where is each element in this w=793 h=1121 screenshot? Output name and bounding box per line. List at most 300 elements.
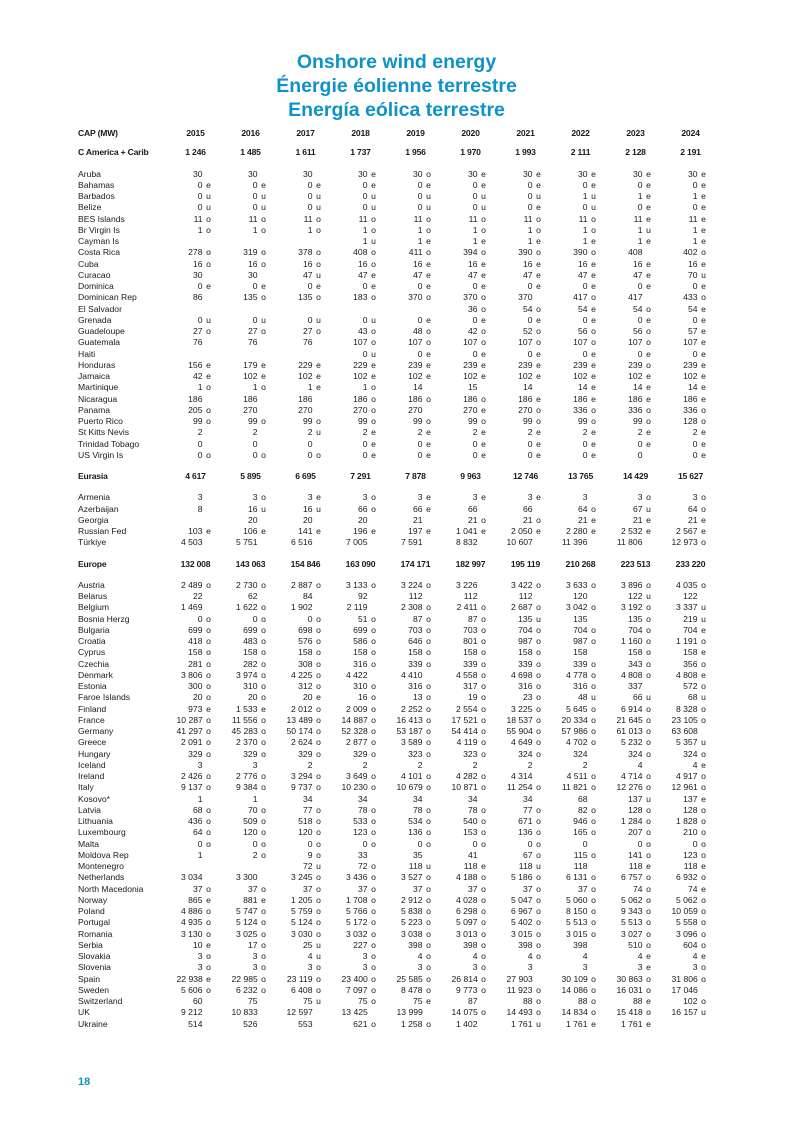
cell-flag: o [646, 917, 651, 928]
value-cell [663, 169, 718, 180]
value-cell [278, 236, 333, 247]
value-cell [498, 580, 553, 591]
cell-flag: o [206, 737, 211, 748]
value-cell [498, 427, 553, 438]
value-cell [333, 492, 388, 503]
value-cell [333, 591, 388, 602]
value-cell [608, 692, 663, 703]
cell-flag: o [701, 771, 706, 781]
value-cell [388, 515, 443, 526]
cell-value: 4 808 [675, 669, 698, 680]
cell-value: 0 [472, 348, 478, 359]
cell-flag: e [536, 202, 541, 213]
cell-flag: o [371, 492, 376, 503]
value-cell [333, 292, 388, 303]
value-cell [663, 850, 718, 861]
cell-flag: o [316, 681, 321, 691]
cell-value: 47 [632, 269, 643, 280]
value-cell [553, 337, 608, 348]
value-cell [608, 326, 663, 337]
cell-value: 408 [628, 247, 643, 258]
value-cell [168, 636, 223, 647]
value-cell [278, 760, 333, 771]
cell-flag: e [701, 382, 706, 393]
cell-value: 0 [197, 202, 203, 213]
value-cell [388, 427, 443, 438]
cell-value: 270 [518, 404, 533, 415]
cell-flag: e [646, 962, 651, 973]
value-cell [663, 794, 718, 805]
cell-flag: e [481, 236, 486, 246]
cell-value: 76 [247, 337, 258, 348]
cell-flag: e [646, 281, 651, 291]
spacer-row [78, 549, 718, 559]
cell-value: 11 396 [561, 537, 588, 548]
value-cell [663, 659, 718, 670]
cell-flag: o [591, 737, 596, 748]
cell-flag: o [591, 213, 596, 224]
cell-value: 0 [362, 179, 368, 190]
group-total-row [78, 471, 718, 482]
cell-value: 75 [302, 996, 313, 1006]
cell-flag: o [536, 872, 541, 883]
cell-value: 8 150 [565, 906, 588, 916]
value-cell [168, 504, 223, 515]
cell-value: 671 [518, 816, 533, 826]
cell-flag: e [371, 438, 376, 449]
cell-value: 12 973 [671, 537, 698, 548]
value-cell [498, 492, 553, 503]
value-cell [498, 349, 553, 360]
cell-value: 4 119 [456, 737, 478, 748]
cell-value: 418 [188, 636, 203, 646]
cell-value: 107 [573, 337, 588, 348]
group-total: 154 846 [290, 558, 321, 569]
value-cell [168, 917, 223, 928]
cell-value: 3 224 [400, 579, 423, 590]
cell-value: 0 [362, 838, 368, 849]
cell-flag: o [481, 748, 486, 759]
cell-value: 0 [527, 838, 533, 849]
value-cell [608, 1019, 663, 1030]
cell-value: 18 537 [506, 714, 533, 725]
cell-value: 3 [252, 492, 258, 503]
cell-value: 26 814 [451, 973, 478, 984]
value-cell [608, 760, 663, 771]
cell-value: 586 [353, 636, 368, 646]
value-cell [663, 816, 718, 827]
value-cell [223, 872, 278, 883]
cell-flag: u [591, 191, 596, 201]
cell-flag: e [591, 438, 596, 449]
cell-flag: e [261, 371, 266, 381]
value-cell [498, 270, 553, 281]
cell-flag: o [481, 771, 486, 781]
cell-value: 2 [527, 427, 533, 438]
cell-flag: o [426, 703, 431, 714]
cell-value: 0 [692, 838, 698, 849]
cell-value: 0 [582, 449, 588, 460]
value-cell [278, 996, 333, 1007]
cell-value: 2 308 [400, 602, 423, 613]
cell-flag: u [701, 602, 706, 613]
cell-flag: e [536, 314, 541, 325]
cell-flag: o [426, 416, 431, 426]
value-cell [553, 1007, 608, 1018]
cell-value: 5 513 [565, 917, 588, 928]
cell-value: 4 917 [675, 771, 698, 781]
cell-flag: e [646, 258, 651, 269]
cell-flag: o [591, 602, 596, 613]
value-cell [498, 625, 553, 636]
cell-value: 0 [252, 314, 258, 325]
cell-flag: e [701, 951, 706, 961]
cell-value: 11 [688, 213, 698, 224]
cell-value: 54 [687, 303, 698, 314]
cell-value: 102 [518, 371, 533, 381]
cell-flag: e [701, 883, 706, 894]
cell-value: 8 328 [675, 703, 698, 714]
value-cell [278, 737, 333, 748]
value-cell [608, 929, 663, 940]
table-row [78, 180, 718, 191]
group-total: 6 695 [295, 471, 316, 481]
value-cell [168, 315, 223, 326]
cell-flag: e [426, 503, 431, 514]
cell-value: 23 105 [671, 714, 698, 725]
country-name: Iceland [78, 759, 106, 770]
value-cell [223, 681, 278, 692]
value-cell [278, 304, 333, 315]
cell-value: 0 [197, 438, 203, 449]
value-cell [553, 281, 608, 292]
cell-value: 0 [362, 314, 368, 325]
cell-flag: o [426, 894, 431, 905]
cell-flag: o [536, 906, 541, 916]
cell-flag: u [536, 613, 541, 624]
value-cell [608, 450, 663, 461]
cell-value: 64 [577, 503, 588, 514]
cell-value: 534 [408, 816, 423, 826]
cell-value: 9 737 [290, 782, 313, 793]
cell-flag: e [481, 179, 486, 190]
cell-flag: o [261, 984, 266, 995]
value-cell [333, 214, 388, 225]
cell-flag: e [316, 281, 321, 291]
cell-value: 1 622 [235, 602, 258, 613]
cell-flag: o [536, 782, 541, 793]
group-total: 1 993 [515, 147, 536, 158]
cell-flag: o [371, 804, 376, 815]
country-name: Luxembourg [78, 827, 126, 838]
value-cell [553, 427, 608, 438]
cell-value: 1 [582, 191, 588, 201]
cell-flag: e [261, 359, 266, 370]
cell-flag: e [316, 179, 321, 190]
cell-value: 0 [417, 838, 423, 849]
cell-value: 973 [188, 703, 203, 714]
value-cell [608, 504, 663, 515]
value-cell [553, 906, 608, 917]
value-cell [278, 749, 333, 760]
value-cell [223, 492, 278, 503]
cell-value: 576 [298, 636, 313, 646]
value-cell [333, 416, 388, 427]
value-cell [168, 337, 223, 348]
value-cell [278, 382, 333, 393]
cell-value: 186 [628, 393, 643, 404]
country-name: El Salvador [78, 303, 122, 314]
cell-flag: o [316, 849, 321, 860]
cell-value: 0 [417, 179, 423, 190]
cell-flag: e [261, 894, 266, 905]
value-cell [223, 906, 278, 917]
cell-value: 704 [628, 624, 643, 635]
cell-value: 2 426 [180, 771, 203, 781]
cell-flag: o [646, 939, 651, 950]
value-cell [223, 771, 278, 782]
value-cell [223, 515, 278, 526]
cell-flag: o [481, 602, 486, 613]
value-cell [388, 872, 443, 883]
cell-value: 316 [353, 658, 368, 669]
cell-flag: o [371, 579, 376, 590]
cell-value: 37 [302, 883, 313, 894]
table-row [78, 371, 718, 382]
cell-value: 128 [683, 416, 698, 426]
cell-value: 186 [353, 393, 368, 404]
cell-value: 30 [577, 168, 588, 179]
cell-value: 158 [573, 647, 588, 658]
value-cell [333, 337, 388, 348]
cell-flag: o [536, 748, 541, 759]
table-row [78, 827, 718, 838]
cell-value: 54 414 [451, 726, 478, 736]
table-row [78, 270, 718, 281]
cell-flag: o [481, 514, 486, 525]
value-cell [663, 450, 718, 461]
cell-flag: o [261, 771, 266, 781]
value-cell [608, 537, 663, 548]
cell-flag: e [206, 973, 211, 984]
cell-value: 45 283 [231, 726, 258, 736]
cell-flag: e [646, 314, 651, 325]
spacer-cell [78, 482, 718, 492]
cell-value: 9 343 [620, 906, 643, 916]
cell-value: 107 [683, 337, 698, 348]
cell-value: 3 [527, 492, 533, 503]
cell-flag: e [316, 692, 321, 703]
cell-flag: o [701, 416, 706, 426]
value-cell [498, 816, 553, 827]
cell-value: 34 [467, 793, 478, 804]
value-cell [663, 382, 718, 393]
cell-flag: o [206, 917, 211, 928]
value-cell [223, 337, 278, 348]
cell-value: 4 [692, 951, 698, 961]
cell-flag: o [701, 872, 706, 883]
value-cell [168, 169, 223, 180]
cell-value: 1 [197, 793, 203, 804]
cell-flag: e [536, 236, 541, 246]
country-name: Barbados [78, 191, 115, 201]
value-cell [608, 214, 663, 225]
value-cell [443, 281, 498, 292]
country-name: Faroe Islands [78, 692, 131, 703]
value-cell [168, 715, 223, 726]
cell-value: 47 [577, 269, 588, 280]
cell-flag: o [591, 973, 596, 984]
cell-flag: o [371, 703, 376, 714]
cell-value: 3 422 [510, 579, 533, 590]
cell-value: 75 [247, 996, 258, 1006]
country-name: Netherlands [78, 872, 125, 883]
value-cell [498, 394, 553, 405]
value-cell [608, 394, 663, 405]
value-cell [443, 872, 498, 883]
header-row [78, 128, 718, 139]
cell-value: 205 [188, 404, 203, 415]
country-name: Trinidad Tobago [78, 438, 140, 449]
value-cell [608, 382, 663, 393]
value-cell [278, 416, 333, 427]
cell-flag: u [536, 191, 541, 201]
table-row [78, 636, 718, 647]
cell-value: 526 [243, 1018, 258, 1029]
cell-value: 3 [197, 492, 203, 503]
cell-value: 3 042 [565, 602, 588, 613]
value-cell [553, 929, 608, 940]
cell-value: 136 [518, 827, 533, 838]
country-name: Ukraine [78, 1018, 108, 1029]
value-cell [553, 749, 608, 760]
cell-value: 270 [353, 404, 368, 415]
cell-flag: o [481, 872, 486, 883]
cell-value: 390 [573, 247, 588, 258]
value-cell [663, 537, 718, 548]
cell-flag: o [591, 872, 596, 883]
value-cell [333, 180, 388, 191]
title-spanish: Energía eólica terrestre [288, 99, 505, 121]
cell-flag: u [261, 202, 266, 213]
value-cell [333, 704, 388, 715]
cell-value: 158 [518, 647, 533, 658]
value-cell [333, 985, 388, 996]
value-cell [223, 247, 278, 258]
value-cell [608, 304, 663, 315]
cell-value: 0 [637, 348, 643, 359]
value-cell [388, 225, 443, 236]
value-cell [388, 704, 443, 715]
cell-value: 229 [353, 359, 368, 370]
cell-value: 1 469 [180, 602, 203, 613]
value-cell [608, 962, 663, 973]
value-cell [553, 895, 608, 906]
value-cell [168, 749, 223, 760]
cell-value: 54 [577, 303, 588, 314]
header-year: 2024 [681, 128, 700, 138]
value-cell [278, 962, 333, 973]
cell-value: 540 [463, 816, 478, 826]
cell-flag: o [426, 872, 431, 883]
value-cell [278, 850, 333, 861]
cell-flag: e [646, 213, 651, 224]
cell-flag: e [371, 427, 376, 438]
cell-flag: o [591, 771, 596, 781]
cell-flag: e [591, 1018, 596, 1029]
cell-flag: o [591, 681, 596, 691]
value-cell [608, 681, 663, 692]
cell-flag: o [481, 883, 486, 894]
value-cell [388, 962, 443, 973]
value-cell [388, 895, 443, 906]
value-cell [168, 281, 223, 292]
cell-value: 2 [582, 427, 588, 438]
cell-value: 30 [247, 168, 258, 179]
cell-value: 1 284 [620, 816, 643, 826]
cell-flag: o [316, 894, 321, 905]
cell-flag: e [591, 281, 596, 291]
value-cell [278, 169, 333, 180]
value-cell [223, 737, 278, 748]
group-total: 5 895 [240, 471, 261, 481]
cell-value: 61 013 [616, 726, 643, 736]
cell-value: 30 [357, 168, 368, 179]
cell-value: 5 124 [235, 917, 258, 928]
value-cell [608, 974, 663, 985]
cell-flag: o [591, 816, 596, 826]
cell-value: 4 886 [180, 906, 203, 916]
value-cell [388, 580, 443, 591]
country-name: Martinique [78, 382, 119, 393]
cell-value: 987 [573, 636, 588, 646]
cell-flag: o [206, 748, 211, 759]
cell-flag: o [481, 636, 486, 646]
value-cell [388, 670, 443, 681]
value-cell [168, 292, 223, 303]
cell-flag: o [481, 984, 486, 995]
value-cell [278, 591, 333, 602]
cell-value: 2 [527, 759, 533, 770]
country-name: Bulgaria [78, 624, 110, 635]
cell-flag: e [646, 202, 651, 213]
cell-value: 0 [362, 449, 368, 460]
cell-value: 66 [632, 692, 643, 703]
cell-flag: e [481, 438, 486, 449]
table-row [78, 861, 718, 872]
cell-value: 34 [412, 793, 423, 804]
value-cell [388, 526, 443, 537]
cell-value: 699 [188, 624, 203, 635]
cell-value: 1 [197, 382, 203, 393]
cell-value: 1 [637, 236, 643, 246]
cell-value: 87 [467, 613, 478, 624]
cell-value: 82 [577, 804, 588, 815]
cell-flag: o [481, 624, 486, 635]
cell-value: 35 [412, 849, 423, 860]
value-cell [498, 681, 553, 692]
cell-flag: o [206, 579, 211, 590]
cell-flag: o [206, 404, 211, 415]
cell-value: 0 [197, 449, 203, 460]
value-cell [663, 427, 718, 438]
cell-flag: u [536, 1018, 541, 1029]
cell-flag: u [316, 939, 321, 950]
cell-flag: o [316, 224, 321, 235]
cell-flag: o [426, 624, 431, 635]
cell-flag: o [261, 681, 266, 691]
cell-value: 84 [302, 591, 313, 601]
